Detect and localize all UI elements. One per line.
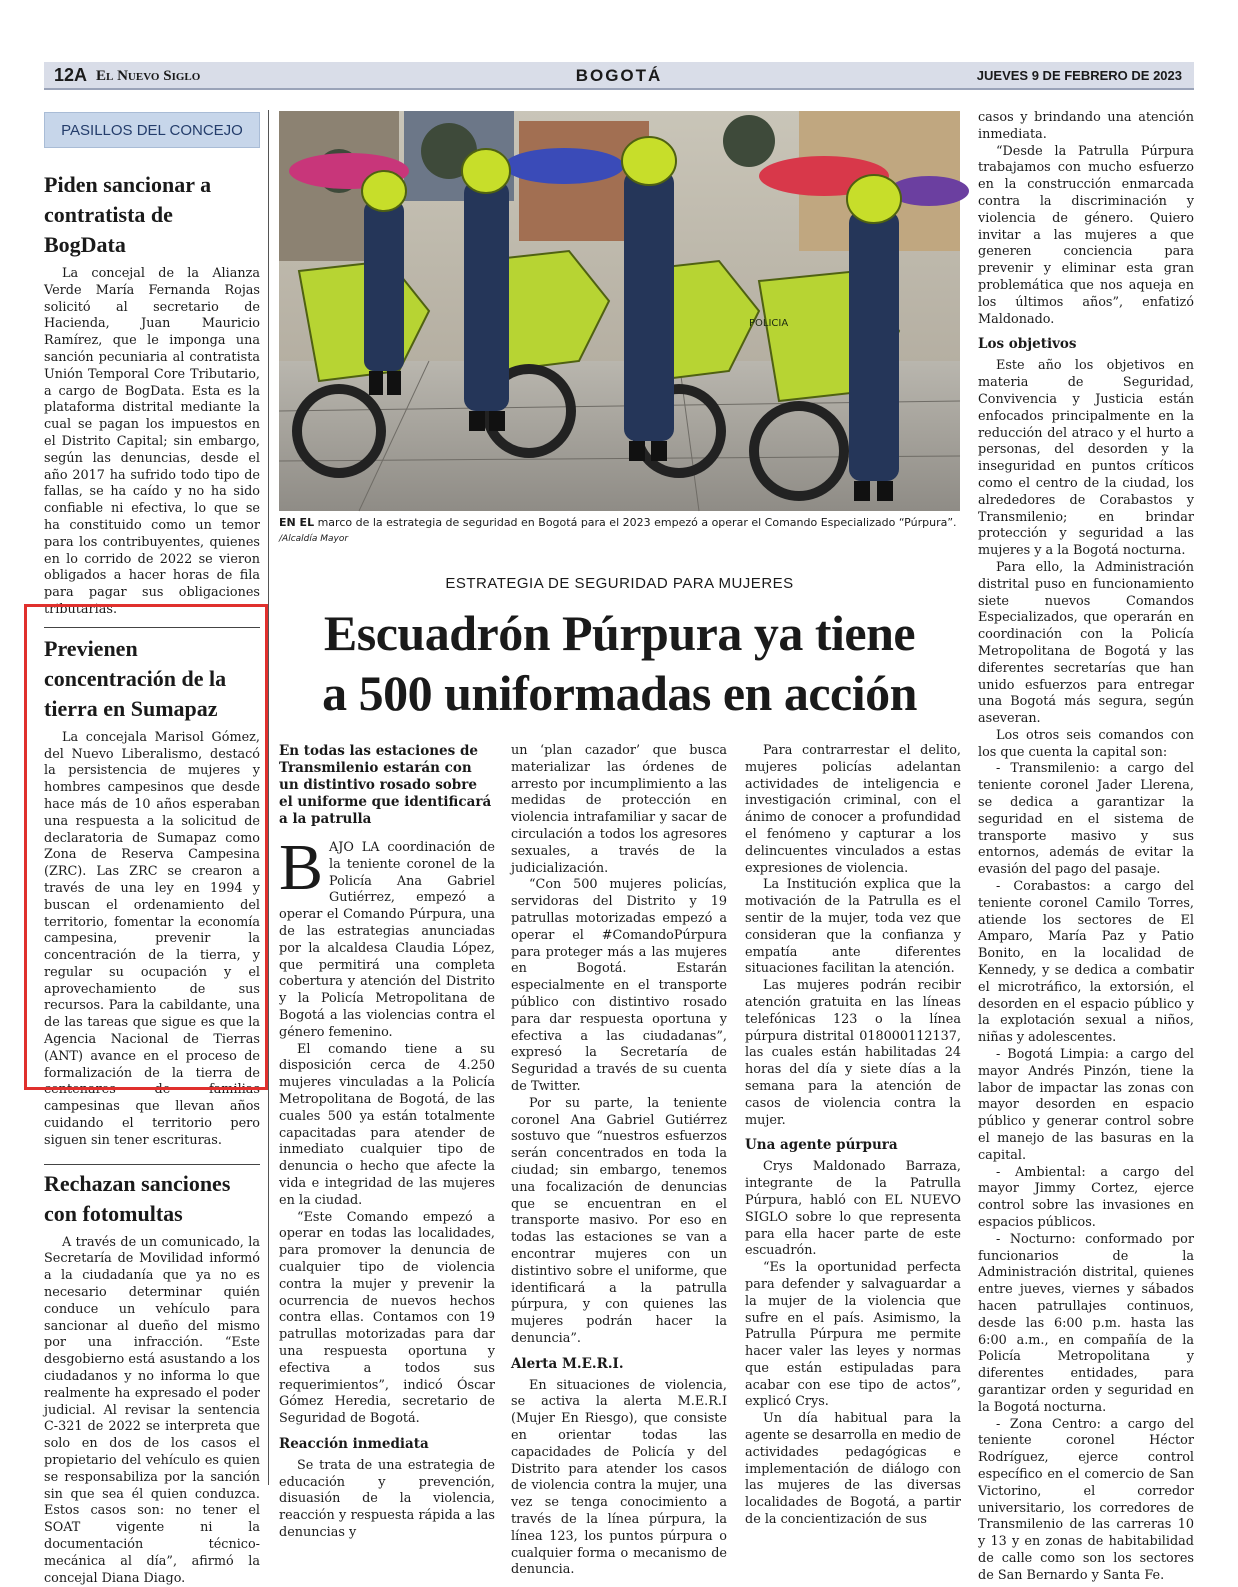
story-paragraph: Un día habitual para la agente se desarrolla en medio de actividades pedagógicas e implementación de diálogo con las mujeres de las diversas localidades de Bogotá, a partir de la concientización de sus xyxy=(745,1411,961,1528)
story-paragraph: AJO LA coordinación de la teniente coronel de la Policía Ana Gabriel Gutiérrez, empezó a operar el Comando Púrpura, una de las estrategias anunciadas por la alcaldesa Claudia López, que permitirá una completa cobertura y atención del Distrito y la Policía Metropolitana de Bogotá a las violencias contra el género femenino. xyxy=(279,840,495,1040)
command-item: - Zona Centro: a cargo del teniente coronel Héctor Rodríguez, ejerce control específico en el comercio de San Victorino, el corredor universitario, los corredores de Transmilenio de las carreras 10 y 13 y en zonas de habitabilidad de calle como son los sectores de San Bernardo y Santa Fe. xyxy=(978,1416,1194,1583)
masthead xyxy=(44,62,1194,90)
column-kicker: PASILLOS DEL CONCEJO xyxy=(44,112,260,148)
caption-lead: EN EL xyxy=(279,516,315,529)
command-item: - Corabastos: a cargo del teniente coronel Camilo Torres, atiende los sectores de El Amparo, María Paz y Patio Bonito, en la localidad de Kennedy, y se dedica a combatir el microtráfico, la extorsión, el desorden en el espacio público y la explotación sexual a niños, niñas y adolescentes. xyxy=(978,879,1194,1046)
story-subhead: En todas las estaciones de Transmilenio estarán con un distintivo rosado sobre el uniforme que identificará a la patrulla xyxy=(279,743,492,827)
section-title: BOGOTÁ xyxy=(575,66,663,85)
section-label-reaccion: Reacción inmediata xyxy=(279,1435,429,1452)
story-paragraph: En situaciones de violencia, se activa la alerta M.E.R.I (Mujer En Riesgo), que consiste en orientar todas las capacidades de Policía y del Distrito para atender los casos de violencia contra la mujer, una vez se tenga conocimiento a través de la línea púrpura, la línea 123, los puntos púrpura o cualquier forma o mecanismo de denuncia. xyxy=(511,1377,727,1578)
brief-title-sumapaz: Previenen concentración de la tierra en Sumapaz xyxy=(44,635,227,721)
photo-credit: /Alcaldía Mayor xyxy=(279,534,349,544)
command-item: - Nocturno: conformado por funcionarios de la Administración distrital, quienes entre jueves, viernes y sábados hacen patrullajes continuos, desde las 6:00 p.m. hasta las 6:00 a.m., en compañía de la Policía Metropolitana y diferentes entidades, para garantizar orden y seguridad en la Bogotá nocturna. xyxy=(978,1231,1194,1415)
story-paragraph: Crys Maldonado Barraza, integrante de la Patrulla Púrpura, habló con EL NUEVO SIGLO sobre lo que representa para ella hacer parte de este escuadrón. xyxy=(745,1159,961,1259)
highlight-box xyxy=(24,604,268,1090)
story-paragraph: Los otros seis comandos con los que cuenta la capital son: xyxy=(978,727,1194,760)
story-paragraph: “Con 500 mujeres policías, servidoras del Distrito y 19 patrullas motorizadas empezó a operar el #ComandoPúrpura para proteger más a las mujeres en Bogotá. Estarán especialmente en el transporte público con distintivo rosado para dar respuesta oportuna y efectiva a las ciudadanas”, expresó la Secretaría de Seguridad a través de su cuenta de Twitter. xyxy=(511,877,727,1094)
brief-title-fotomultas: Rechazan sanciones con fotomultas xyxy=(44,1170,231,1226)
story-paragraph: Se trata de una estrategia de educación y prevención, disuasión de la violencia, reacción y respuesta rápida a las denuncias y xyxy=(279,1457,495,1541)
command-item: - Ambiental: a cargo del mayor Jimmy Cortez, ejerce control sobre las invasiones en espacios públicos. xyxy=(978,1164,1194,1230)
article-photo xyxy=(279,111,960,511)
headline-line-2: a 500 uniformadas en acción xyxy=(322,665,917,721)
command-item: - Transmilenio: a cargo del teniente coronel Jader Llerena, se dedica a garantizar la seguridad en el sistema de transporte masivo y sus entornos, además de evitar la evasión del pago del pasaje. xyxy=(978,761,1194,878)
story-paragraph: Por su parte, la teniente coronel Ana Gabriel Gutiérrez sostuvo que “nuestros esfuerzos serán concentrados en toda la ciudad; sin embargo, tenemos una focalización de denuncias que se encuentran en el transporte masivo. Por eso en todas las estaciones se van a encontrar mujeres con un distintivo sobre el uniforme, que identificará a la patrulla púrpura, y con quienes las mujeres podrán hacer la denuncia”. xyxy=(511,1095,727,1346)
story-paragraph: “Es la oportunidad perfecta para defender y salvaguardar a la mujer de la violencia que sufre en el país. Asimismo, la Patrulla Púrpura me permite hacer valer las leyes y normas que están estipuladas para acabar con ese tipo de actos”, explicó Crys. xyxy=(745,1260,961,1410)
section-label-objetivos: Los objetivos xyxy=(978,336,1077,353)
story-paragraph: “Desde la Patrulla Púrpura trabajamos con mucho esfuerzo en la construcción enmarcada contra la discriminación y violencia de género. Quiero invitar a las mujeres a que generen conciencia para prevenir y eliminar esta gran problemática que nos aqueja en los últimos años”, enfatizó Maldonado. xyxy=(978,143,1194,327)
caption-text: marco de la estrategia de seguridad en Bogotá para el 2023 empezó a operar el Comando Especializado “Púrpura”. xyxy=(317,516,957,529)
story-paragraph: Para ello, la Administración distrital puso en funcionamiento siete nuevos Comandos Especializados, que operarán en coordinación con la Policía Metropolitana de Bogotá y las diferentes secretarías que han unido esfuerzos para entregar una Bogotá más segura, según aseveran. xyxy=(978,559,1194,727)
article-column-3 xyxy=(745,743,961,1529)
column-rule xyxy=(268,110,269,1485)
brief-body-fotomultas: A través de un comunicado, la Secretaría de Movilidad informó a la ciudadanía que ya no es necesario determinar quién conduce un vehículo para sancionar al dueño del mismo por una infracción. “Este desgobierno está asustando a los ciudadanos y no informa lo que realmente ha expresado el poder judicial. Al revisar la sentencia C-321 de 2022 se interpreta que solo en dos de los casos el propietario del vehículo es quien se responsabiliza por la sanción sin que sea él quien conduzca. Estos casos son: no tener el SOAT vigente ni la documentación técnico-mecánica al día”, afirmó la concejal Diana Diago. xyxy=(44,1234,260,1586)
article-column-1 xyxy=(279,743,495,1542)
brief-body-bogdata: La concejal de la Alianza Verde María Fernanda Rojas solicitó al secretario de Hacienda, Juan Mauricio Ramírez, que le imponga una sanción pecuniaria al contratista Unión Temporal Core Tributario, a cargo de BogData. Esta es la plataforma distrital mediante la cual se pagan los impuestos en el Distrito Capital; sin embargo, según las denuncias, desde el año 2017 ha sufrido todo tipo de fallas, se ha caído y no ha sido confiable ni efectiva, lo que se ha constituido como un temor para los contribuyentes, quienes en lo corrido de 2022 se vieron obligados a hacer horas de fila para pagar sus obligaciones tributarias. xyxy=(44,266,260,617)
brief-divider xyxy=(44,1164,260,1165)
article-column-2 xyxy=(511,743,727,1579)
story-paragraph: El comando tiene a su disposición cerca de 4.250 mujeres vinculadas a la Policía Metropolitana de Bogotá, de las cuales 500 ya están totalmente capacitadas para atender de inmediato cualquier tipo de denuncia o hecho que afecte la vida e integridad de las mujeres en la ciudad. xyxy=(279,1041,495,1208)
bike-label: POLICIA xyxy=(749,318,789,329)
section-label-meri: Alerta M.E.R.I. xyxy=(511,1355,624,1372)
lead-paragraph xyxy=(279,831,495,1042)
page-number: 12A xyxy=(54,65,88,85)
newspaper-name: El Nuevo Siglo xyxy=(96,68,201,84)
command-item: - Bogotá Limpia: a cargo del mayor Andrés Pinzón, tiene la labor de impactar las zonas con mayor desorden en espacio público y generar control sobre el manejo de las basuras en la capital. xyxy=(978,1047,1194,1163)
police-officers-photo xyxy=(279,111,960,511)
article-column-4 xyxy=(978,110,1194,1585)
story-paragraph: Las mujeres podrán recibir atención gratuita en las líneas telefónicas 123 o la línea púrpura distrital 018000112137, las cuales están habilitadas 24 horas del día y siete días a la semana para la atención de casos de violencia contra la mujer. xyxy=(745,978,961,1128)
story-headline xyxy=(279,603,960,723)
story-kicker: ESTRATEGIA DE SEGURIDAD PARA MUJERES xyxy=(445,575,794,592)
story-paragraph: un ‘plan cazador’ que busca materializar las órdenes de arresto por incumplimiento a las medidas de protección en violencia intrafamiliar y sacar de circulación a todos los agresores sexuales, a través de la judicialización. xyxy=(511,743,727,876)
brief-title-bogdata: Piden sancionar a contratista de BogData xyxy=(44,172,212,257)
story-paragraph: “Este Comando empezó a operar en todas las localidades, para promover la denuncia de cualquier tipo de violencia contra la mujer y prevenir la ocurrencia de nuevos hechos contra ellas. Contamos con 19 patrullas motorizadas para dar una respuesta oportuna y efectiva a todos sus requerimientos”, indicó Óscar Gómez Heredia, secretario de Seguridad de Bogotá. xyxy=(279,1209,495,1427)
story-paragraph: Este año los objetivos en materia de Seguridad, Convivencia y Justicia están enfocados principalmente en la reducción del atraco y el hurto a personas, del desorden y la inseguridad en puntos críticos como el centro de la ciudad, los alrededores de Corabastos y Transmilenio; en brindar protección y seguridad a las mujeres y a la Bogotá nocturna. xyxy=(978,358,1194,559)
photo-caption xyxy=(279,515,960,547)
headline-line-1: Escuadrón Púrpura ya tiene xyxy=(323,605,916,661)
story-paragraph: Para contrarrestar el delito, mujeres policías adelantan actividades de inteligencia e investigación criminal, con el ánimo de conocer a profundidad el fenómeno y capturar a los delincuentes vinculados a estas expresiones de violencia. xyxy=(745,743,961,876)
drop-cap: B xyxy=(279,831,324,904)
story-paragraph: La Institución explica que la motivación de la Patrulla es el sentir de la mujer, toda vez que consideran que la confianza y empatía ante diferentes situaciones facilitan la atención. xyxy=(745,877,961,977)
brief-body-sumapaz: La concejala Marisol Gómez, del Nuevo Liberalismo, destacó la persistencia de mujeres y hombres campesinos que desde hace más de 10 años esperaban una respuesta a la solicitud de declaratoria de Sumapaz como Zona de Reserva Campesina (ZRC). Las ZRC se crearon a través de una ley en 1994 y buscan el ordenamiento del territorio, fomentar la economía campesina, prevenir la concentración de la tierra, y regular su ocupación y el aprovechamiento de sus recursos. Para la cabildante, una de las tareas que sigue es que la Agencia Nacional de Tierras (ANT) avance en el proceso de formalización de la tierra de centenares de familias campesinas que llevan años cuidando el territorio pero siguen sin tener escrituras. xyxy=(44,729,260,1148)
issue-date: JUEVES 9 DE FEBRERO DE 2023 xyxy=(976,68,1182,83)
section-label-agente: Una agente púrpura xyxy=(745,1137,898,1154)
story-paragraph: casos y brindando una atención inmediata. xyxy=(978,110,1194,142)
